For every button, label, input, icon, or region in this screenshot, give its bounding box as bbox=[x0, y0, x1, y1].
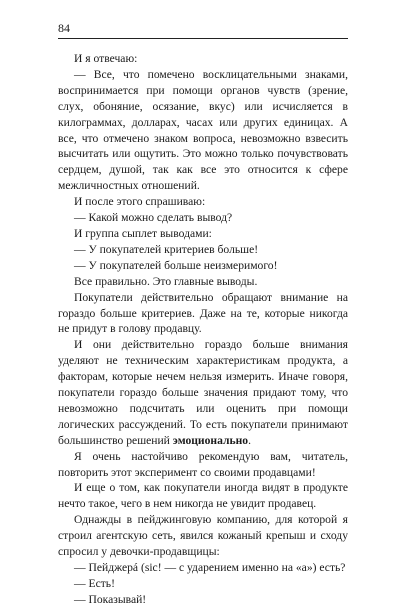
dialog-line: — У покупателей критериев больше! bbox=[74, 242, 259, 256]
paragraph: И я отвечаю: bbox=[74, 52, 138, 65]
paragraph: И еще о том, как покупатели иногда видят в продукте нечто такое, чего в нем никогда не увидит продавец. bbox=[58, 481, 348, 511]
paragraph-text: И они действительно гораздо больше внимания уделяют не техническим характеристикам продукта, а факторам, которые нечем нельзя измерить. Иначе говоря, покупатели гораздо больше значения придают тому, что невозможно подсчитать или оценить при помощи логических рассуждений. То есть покупатели принимают большинство решений bbox=[58, 338, 348, 447]
paragraph: Покупатели действительно обращают внимание на гораздо больше критериев. Даже на те, которые никогда не придут в голову продавцу. bbox=[58, 290, 348, 336]
paragraph: Однажды в пейджинговую компанию, для которой я строил агентскую сеть, явился кожаный крепыш и сходу спросил у девочки-продавщицы: bbox=[58, 513, 348, 559]
paragraph-text-end: . bbox=[248, 433, 252, 447]
emphasis-word: эмоционально bbox=[172, 433, 249, 447]
dialog-line: — У покупателей больше неизмеримого! bbox=[74, 258, 278, 272]
dialog-line: Все правильно. Это главные выводы. bbox=[74, 274, 258, 288]
dialog-line: — Есть! bbox=[74, 576, 115, 590]
paragraph-with-emphasis bbox=[58, 337, 348, 448]
paragraph: — Все, что помечено восклицательными знаками, воспринимается при помощи органов чувств (зрение, слух, обоняние, осязание, вкус) или исчисляется в килограммах, долларах, часах или других единицах. А все, что отмечено знаком вопроса, невозможно взвесить высчитать или ощутить. Это можно только почувствовать сердцем, душой, так как все это относится к сфере межличностных отношений. bbox=[58, 67, 348, 193]
header-rule bbox=[58, 38, 348, 39]
dialog-line: И группа сыплет выводами: bbox=[74, 226, 212, 240]
dialog-line: И после этого спрашиваю: bbox=[74, 195, 206, 209]
dialog-line: — Пейджерá (sic! — с ударением именно на «а») есть? bbox=[74, 561, 346, 574]
page-body bbox=[58, 51, 348, 608]
page-number: 84 bbox=[58, 21, 70, 35]
paragraph: Я очень настойчиво рекомендую вам, читатель, повторить этот эксперимент со своими продавцами! bbox=[58, 449, 348, 479]
dialog-line: — Показывай! bbox=[74, 592, 147, 606]
dialog-line: — Какой можно сделать вывод? bbox=[74, 211, 233, 225]
